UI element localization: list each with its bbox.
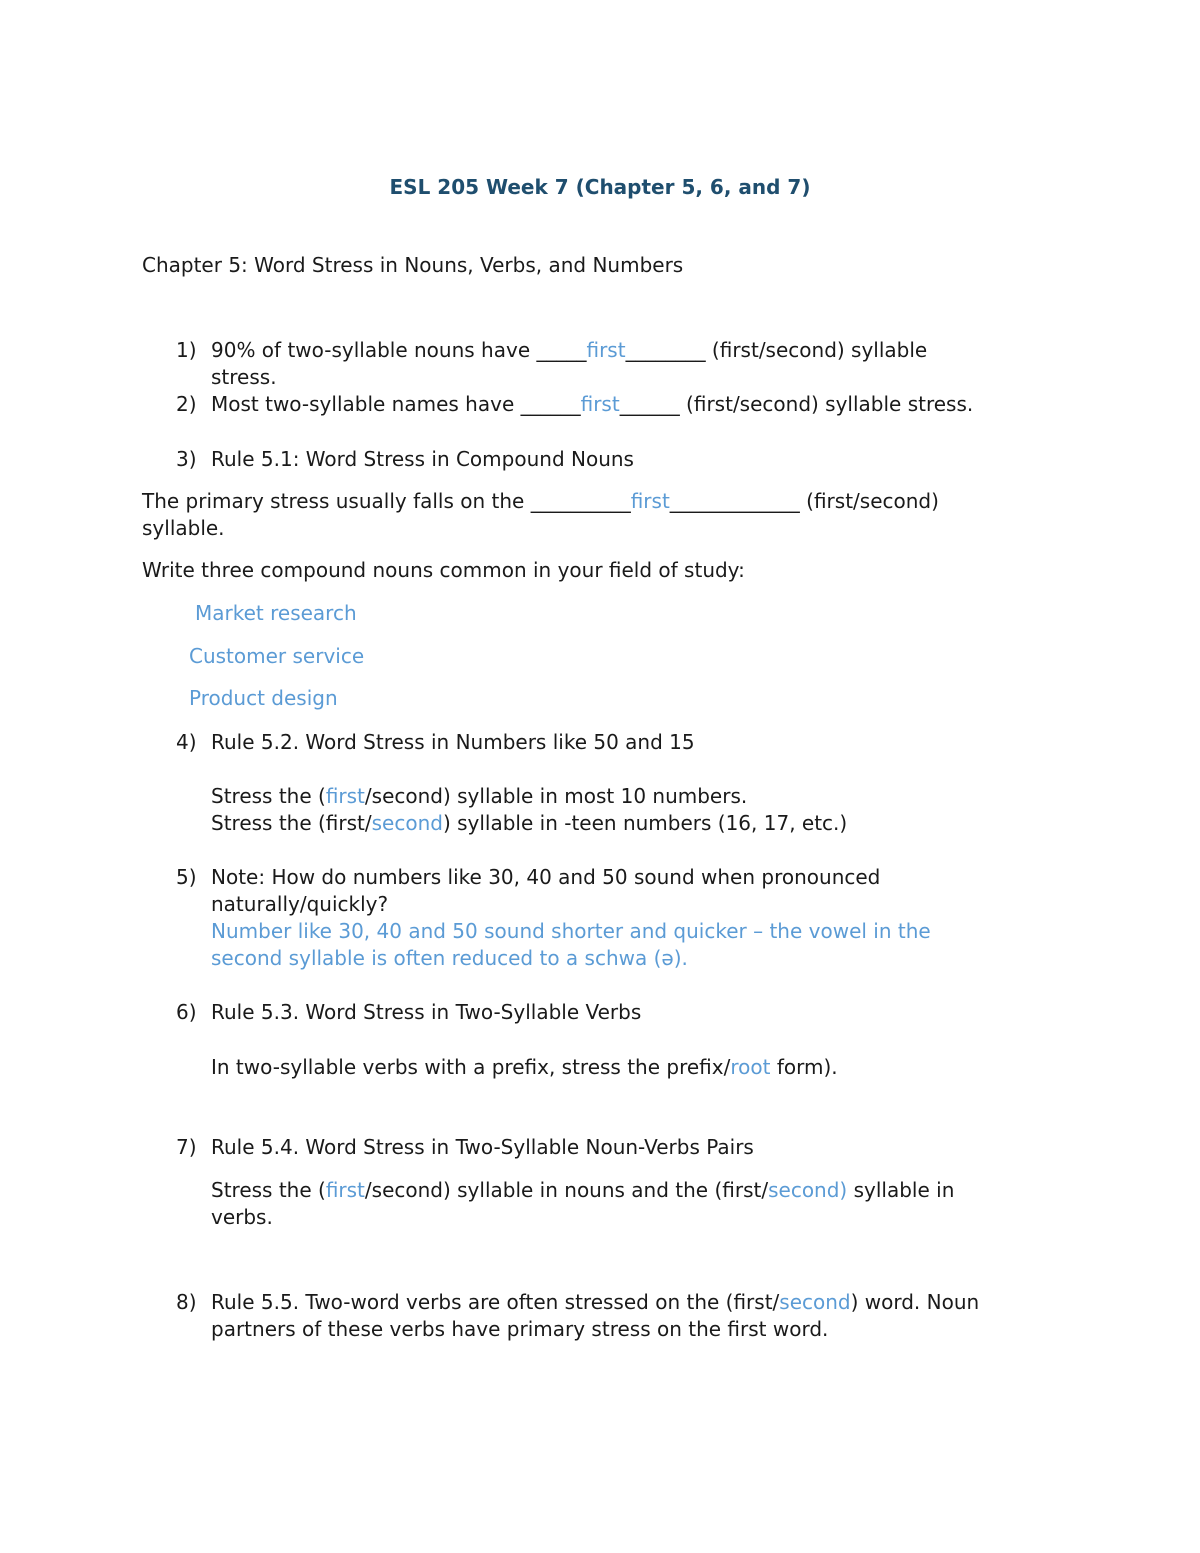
- compound-noun-answer: Customer service: [189, 644, 365, 668]
- question-text: syllable in: [847, 1178, 955, 1202]
- question-text: Stress the (: [211, 1178, 326, 1202]
- item-number: 2): [176, 392, 197, 416]
- question-5-cont: naturally/quickly?: [211, 892, 389, 916]
- answer-text: first: [630, 489, 670, 513]
- question-text: ) word. Noun: [850, 1290, 980, 1314]
- question-text: The primary stress usually falls on the __________: [142, 489, 631, 513]
- answer-text: Number like 30, 40 and 50 sound shorter and quicker – the vowel in the: [211, 919, 931, 943]
- item-number: 7): [176, 1135, 197, 1159]
- answer-text: second syllable is often reduced to a schwa (ə).: [211, 946, 688, 970]
- question-text: In two-syllable verbs with a prefix, stress the prefix/: [211, 1055, 731, 1079]
- question-3-line: Rule 5.1: Word Stress in Compound Nouns: [211, 447, 634, 471]
- answer-text: second: [371, 811, 443, 835]
- answer-text: first: [325, 784, 365, 808]
- question-8-cont: partners of these verbs have primary stress on the first word.: [211, 1317, 829, 1341]
- compound-noun-answer: Market research: [195, 601, 357, 625]
- item-number: 4): [176, 730, 197, 754]
- question-7-cont: verbs.: [211, 1205, 273, 1229]
- write-three-prompt: Write three compound nouns common in your field of study:: [142, 558, 745, 582]
- item-number: 6): [176, 1000, 197, 1024]
- question-text: Stress the (first/: [211, 811, 372, 835]
- question-1-cont: stress.: [211, 365, 277, 389]
- question-text: /second) syllable in most 10 numbers.: [364, 784, 748, 808]
- question-text: ________ (first/second) syllable: [625, 338, 928, 362]
- question-6-line: Rule 5.3. Word Stress in Two-Syllable Verbs: [211, 1000, 642, 1024]
- question-2-line: [211, 391, 973, 418]
- question-7-sub: [211, 1177, 954, 1204]
- question-text: Most two-syllable names have ______: [211, 392, 581, 416]
- question-7-line: Rule 5.4. Word Stress in Two-Syllable Noun-Verbs Pairs: [211, 1135, 754, 1159]
- question-text: _____________ (first/second): [669, 489, 939, 513]
- answer-text: first: [586, 338, 626, 362]
- question-text: form).: [770, 1055, 838, 1079]
- document-title: ESL 205 Week 7 (Chapter 5, 6, and 7): [389, 175, 811, 199]
- question-text: Rule 5.5. Two-word verbs are often stressed on the (first/: [211, 1290, 780, 1314]
- item-number: 8): [176, 1290, 197, 1314]
- question-text: ) syllable in -teen numbers (16, 17, etc.): [442, 811, 848, 835]
- question-1-line: [211, 337, 927, 364]
- chapter-heading: Chapter 5: Word Stress in Nouns, Verbs, and Numbers: [142, 253, 684, 277]
- answer-text: first: [325, 1178, 365, 1202]
- answer-text: second): [768, 1178, 848, 1202]
- item-number: 3): [176, 447, 197, 471]
- primary-stress-line: [142, 488, 939, 515]
- question-5-line: Note: How do numbers like 30, 40 and 50 sound when pronounced: [211, 865, 881, 889]
- question-text: Stress the (: [211, 784, 326, 808]
- item-number: 1): [176, 338, 197, 362]
- question-text: /second) syllable in nouns and the (first/: [364, 1178, 769, 1202]
- question-4-sub2: [211, 810, 847, 837]
- compound-noun-answer: Product design: [189, 686, 338, 710]
- question-6-sub: [211, 1054, 838, 1081]
- item-number: 5): [176, 865, 197, 889]
- primary-stress-cont: syllable.: [142, 516, 225, 540]
- question-text: ______ (first/second) syllable stress.: [619, 392, 974, 416]
- answer-text: first: [580, 392, 620, 416]
- question-8-line: [211, 1289, 979, 1316]
- question-4-sub1: [211, 783, 747, 810]
- question-text: 90% of two-syllable nouns have _____: [211, 338, 587, 362]
- answer-text: second: [779, 1290, 851, 1314]
- answer-text: root: [730, 1055, 771, 1079]
- question-4-line: Rule 5.2. Word Stress in Numbers like 50 and 15: [211, 730, 695, 754]
